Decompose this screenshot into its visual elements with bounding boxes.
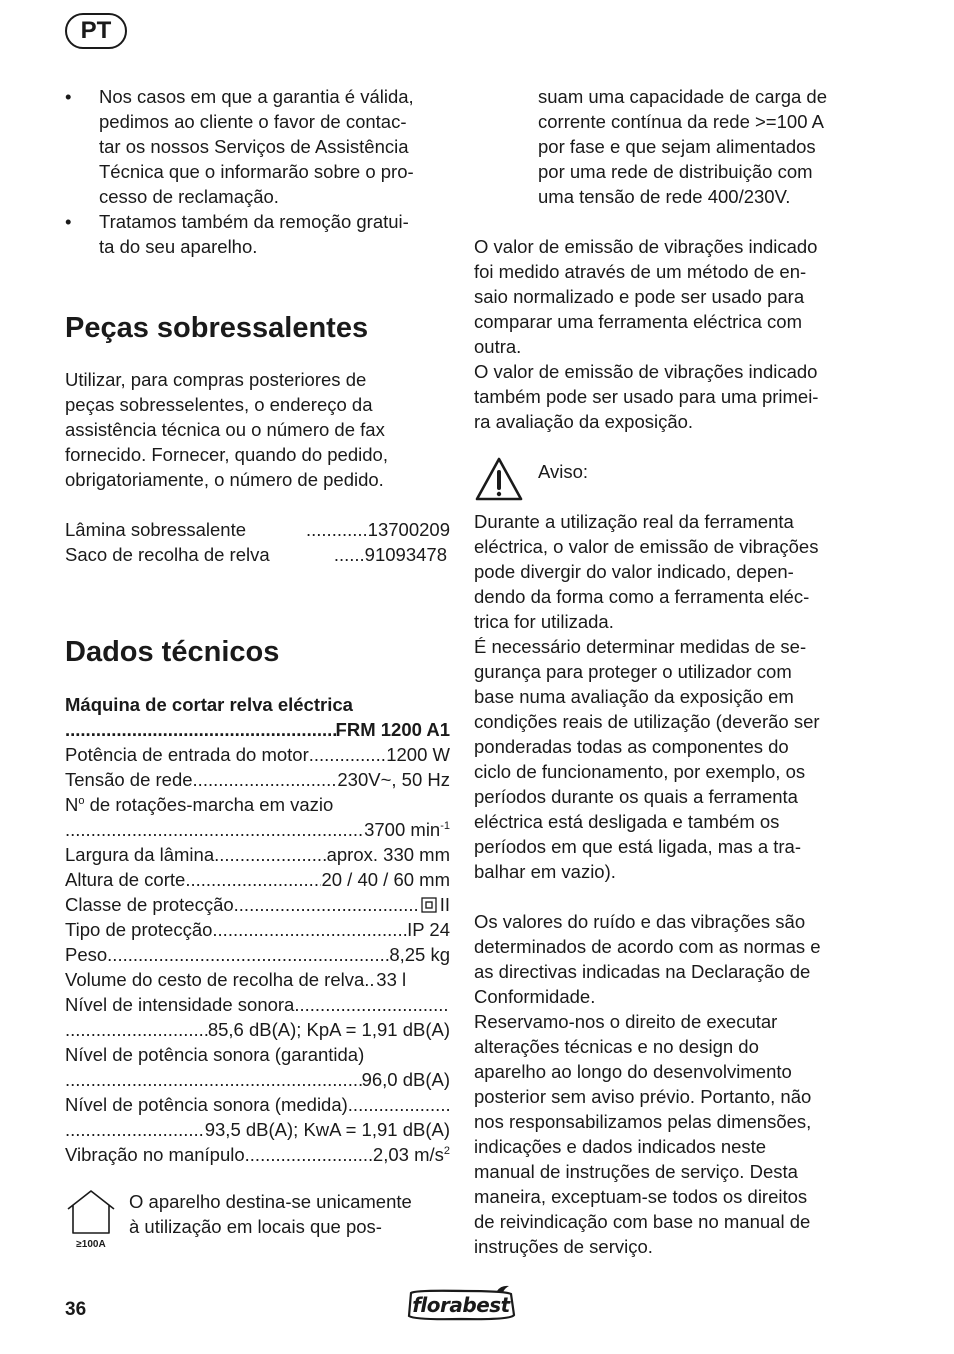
spec-label: Largura da lâmina [65,844,215,865]
spec-row [65,767,450,792]
double-insulation-icon [421,897,437,913]
spec-value: 93,5 dB(A); KwA = 1,91 dB(A) [204,1119,450,1140]
spec-label: Volume do cesto de recolha de relva [65,969,365,990]
spec-row [65,867,450,892]
text-line: É necessário determinar medidas de se- [474,636,807,657]
text-line: trica for utilizada. [474,611,614,632]
text-line: dendo da forma como a ferramenta eléc- [474,586,810,607]
brand-logo [405,1285,517,1325]
text-line: determinados de acordo com as normas e [474,936,821,957]
spec-label: Nível de potência sonora (garantida) [65,1044,365,1065]
text-line: pedimos ao cliente o favor de contac- [99,111,407,132]
text-line: fornecido. Fornecer, quando do pedido, [65,444,388,465]
right-column [474,84,864,1259]
spare-part-label: Lâmina sobressalente [65,519,246,540]
spec-row [65,842,450,867]
text-line: O valor de emissão de vibrações indicado [474,361,818,382]
spare-parts-paragraph [65,367,450,492]
warning-label: Aviso: [538,461,589,482]
text-line: Tratamos também da remoção gratui- [99,211,409,232]
bullet-item [65,84,450,209]
text-line: ta do seu aparelho. [99,236,258,257]
spec-label: Classe de protecção [65,894,234,915]
text-line: nos responsabilizamos pelas dimensões, [474,1111,812,1132]
text-line: instruções de serviço. [474,1236,653,1257]
text-line: uma tensão de rede 400/230V. [538,186,791,207]
spec-value: 33 l [376,969,407,990]
text-line: posterior sem aviso prévio. Portanto, não [474,1086,812,1107]
text-line: períodos durante os quais a ferramenta [474,786,798,807]
text-line: assistência técnica ou o número de fax [65,419,385,440]
logo-text: florabest [412,1293,510,1317]
text-line: Reservamo-nos o direito de executar [474,1011,778,1032]
text-line: à utilização em locais que pos- [129,1216,382,1237]
text-line: Nos casos em que a garantia é válida, [99,86,414,107]
spare-parts-list [65,517,450,567]
vibration-paragraph [474,234,864,434]
spec-row [65,1117,450,1142]
spec-value: 2,03 $m/s^2$ [372,1144,450,1165]
spec-row [65,942,450,967]
text-line: foi medido através de um método de en- [474,261,807,282]
text-line: cesso de reclamação. [99,186,279,207]
text-line: ponderadas todas as componentes do [474,736,789,757]
text-line: eléctrica, o valor de emissão de vibrações [474,536,819,557]
page-number: 36 [65,1299,87,1320]
text-line: balhar em vazio). [474,861,616,882]
text-line: pode divergir do valor indicado, depen- [474,561,794,582]
spec-value: II [419,892,450,917]
spec-value: 20 / 40 / 60 mm [321,869,450,890]
bullet-dot: • [65,211,72,232]
text-line: de reivindicação com base no manual de [474,1211,811,1232]
spec-row [65,817,450,842]
final-paragraph [474,909,864,1259]
spec-value: 3700 $\min^{-1}$ [364,819,450,840]
text-line: as directivas indicadas na Declaração de [474,961,811,982]
spec-value: IP 24 [407,919,450,940]
text-line: Os valores do ruído e das vibrações são [474,911,806,932]
machine-name: Máquina de cortar relva eléctrica [65,694,353,715]
spec-label: Potência de entrada do motor [65,744,309,765]
text-line: períodos em que está ligada, mas a tra- [474,836,802,857]
warning-block [474,459,864,884]
spec-list [65,692,450,1167]
spec-label: Nível de potência sonora (medida) [65,1094,348,1115]
text-line: comparar uma ferramenta eléctrica com [474,311,802,332]
bullet-item [65,209,450,259]
text-line: Conformidade. [474,986,596,1007]
left-column [65,84,450,1249]
text-line: alterações técnicas e no design do [474,1036,759,1057]
text-line: condições reais de utilização (deverão ser [474,711,820,732]
text-line: tar os nossos Serviços de Assistência [99,136,409,157]
text-line: eléctrica está desligada e também os [474,811,780,832]
spec-row [65,1017,450,1042]
spare-part-label: Saco de recolha de relva [65,544,270,565]
spec-row [65,992,450,1017]
spare-parts-heading: Peças sobressalentes [65,312,369,344]
technical-data-heading: Dados técnicos [65,636,280,668]
text-line: peças sobresselentes, o endereço da [65,394,373,415]
text-line: O aparelho destina-se unicamente [129,1191,412,1212]
house-icon [65,1189,117,1249]
spare-part-row [65,542,450,567]
amperage-label: ≥100A [76,1239,106,1249]
spec-row [65,967,450,992]
spec-label: Altura de corte [65,869,186,890]
text-line: maneira, exceptuam-se todos os direitos [474,1186,808,1207]
spec-label: $N^o$ de rotações-marcha em vazio [65,794,334,815]
text-line: obrigatoriamente, o número de pedido. [65,469,384,490]
spare-part-row [65,517,450,542]
continued-text [474,84,864,209]
spec-value: 85,6 dB(A); KpA = 1,91 dB(A) [207,1019,450,1040]
text-line: por fase e que sejam alimentados [538,136,816,157]
spec-value: 230V~, 50 Hz [337,769,450,790]
spec-value: 96,0 dB(A) [361,1069,450,1090]
spec-row [65,1092,450,1117]
spec-label: Tipo de protecção [65,919,213,940]
text-line: também pode ser usado para uma primei- [474,386,819,407]
spec-label: Vibração no manípulo [65,1144,245,1165]
indoor-use-note [65,1189,450,1249]
machine-model: FRM 1200 A1 [335,719,450,740]
spare-part-number: ......91093478 [333,544,447,565]
spec-label: Tensão de rede [65,769,193,790]
text-line: O valor de emissão de vibrações indicado [474,236,818,257]
warning-triangle-icon [474,456,524,502]
text-line: ra avaliação da exposição. [474,411,694,432]
spec-row [65,1142,450,1167]
language-badge: PT [65,13,127,49]
spec-label: Peso [65,944,108,965]
spec-row [65,917,450,942]
spec-label: Nível de intensidade sonora [65,994,295,1015]
spare-part-number: ............13700209 [306,519,450,540]
spec-value: 8,25 kg [389,944,450,965]
text-line: outra. [474,336,522,357]
text-line: indicações e dados indicados neste [474,1136,767,1157]
text-line: por uma rede de distribuição com [538,161,813,182]
text-line: ciclo de funcionamento, por exemplo, os [474,761,806,782]
text-line: saio normalizado e pode ser usado para [474,286,805,307]
spec-row [65,742,450,767]
text-line: manual de instruções de serviço. Desta [474,1161,798,1182]
text-line: suam uma capacidade de carga de [538,86,827,107]
text-line: Técnica que o informarão sobre o pro- [99,161,414,182]
text-line: base numa avaliação da exposição em [474,686,794,707]
text-line: Durante a utilização real da ferramenta [474,511,794,532]
text-line: gurança para proteger o utilizador com [474,661,792,682]
spec-row [65,892,450,917]
text-line: aparelho ao longo do desenvolvimento [474,1061,792,1082]
spec-value: aprox. 330 mm [326,844,450,865]
spec-value: 1200 W [386,744,450,765]
machine-model-row [65,717,450,742]
text-line: Utilizar, para compras posteriores de [65,369,367,390]
spec-row [65,1067,450,1092]
text-line: corrente contínua da rede >=100 A [538,111,824,132]
bullet-dot: • [65,86,72,107]
